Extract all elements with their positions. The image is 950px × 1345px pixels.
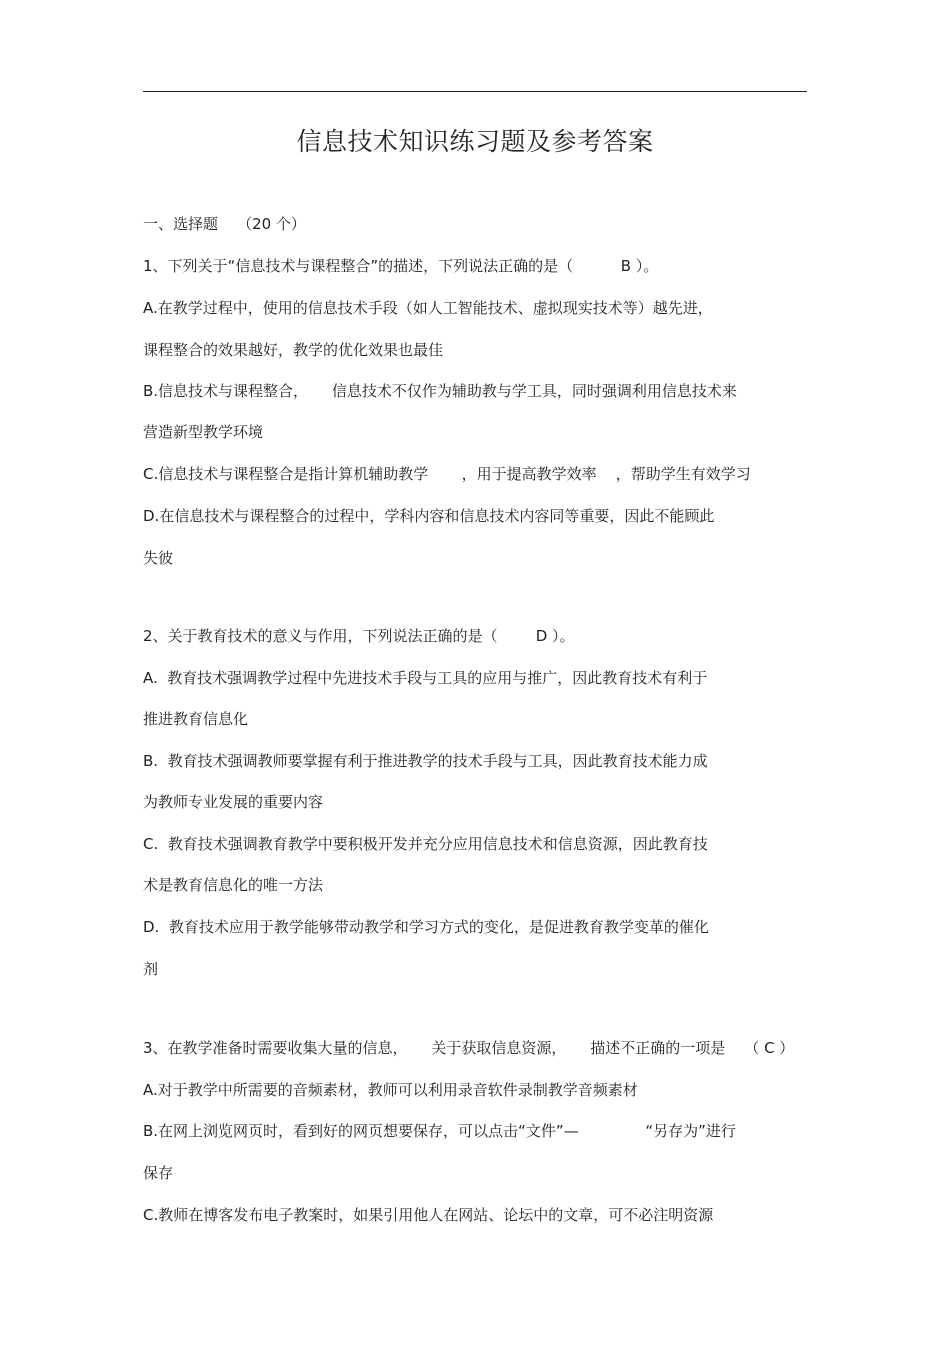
question-2-option-c-cont: 术是教育信息化的唯一方法 (143, 876, 324, 894)
question-2-option-d: D. 教育技术应用于教学能够带动教学和学习方式的变化，是促进教育教学变革的催化 (143, 918, 709, 936)
question-2-stem: 2、关于教育技术的意义与作用，下列说法正确的是（ D ）。 (143, 627, 575, 645)
question-1-option-b-cont: 营造新型教学环境 (143, 423, 264, 441)
question-1-stem: 1、下列关于“信息技术与课程整合”的描述，下列说法正确的是（ B ）。 (143, 257, 659, 275)
question-2-option-c: C. 教育技术强调教育教学中要积极开发并充分应用信息技术和信息资源，因此教育技 (143, 835, 708, 853)
question-1-option-d: D.在信息技术与课程整合的过程中，学科内容和信息技术内容同等重要，因此不能顾此 (143, 507, 715, 525)
question-3-option-b-cont: 保存 (143, 1164, 174, 1182)
question-3-option-b: B.在网上浏览网页时，看到好的网页想要保存，可以点击“文件”— “另存为”进行 (143, 1122, 736, 1140)
question-2-option-b: B. 教育技术强调教师要掌握有利于推进教学的技术手段与工具，因此教育技术能力成 (143, 752, 708, 770)
document-title: 信息技术知识练习题及参考答案 (296, 127, 654, 156)
question-2-option-a-cont: 推进教育信息化 (143, 710, 249, 728)
question-2-option-a: A. 教育技术强调教学过程中先进技术手段与工具的应用与推广，因此教育技术有利于 (143, 669, 708, 687)
question-3-stem: 3、在教学准备时需要收集大量的信息， 关于获取信息资源， 描述不正确的一项是 （ C ） (143, 1039, 795, 1057)
question-3-option-c: C.教师在博客发布电子教案时，如果引用他人在网站、论坛中的文章，可不必注明资源 (143, 1206, 714, 1224)
question-1-option-d-cont: 失彼 (143, 549, 174, 567)
question-2-option-b-cont: 为教师专业发展的重要内容 (143, 793, 324, 811)
question-1-option-a-cont: 课程整合的效果越好，教学的优化效果也最佳 (143, 341, 444, 359)
top-divider (143, 91, 807, 92)
question-1-option-a: A.在教学过程中，使用的信息技术手段（如人工智能技术、虚拟现实技术等）越先进， (143, 299, 713, 317)
section-heading: 一、选择题 （20 个） (143, 215, 306, 233)
question-3-option-a: A.对于教学中所需要的音频素材，教师可以利用录音软件录制教学音频素材 (143, 1081, 638, 1099)
question-2-option-d-cont: 剂 (143, 960, 159, 978)
question-1-option-c: C.信息技术与课程整合是指计算机辅助教学 ，用于提高教学效率 ，帮助学生有效学习 (143, 465, 751, 483)
question-1-option-b: B.信息技术与课程整合， 信息技术不仅作为辅助教与学工具，同时强调利用信息技术来 (143, 382, 737, 400)
